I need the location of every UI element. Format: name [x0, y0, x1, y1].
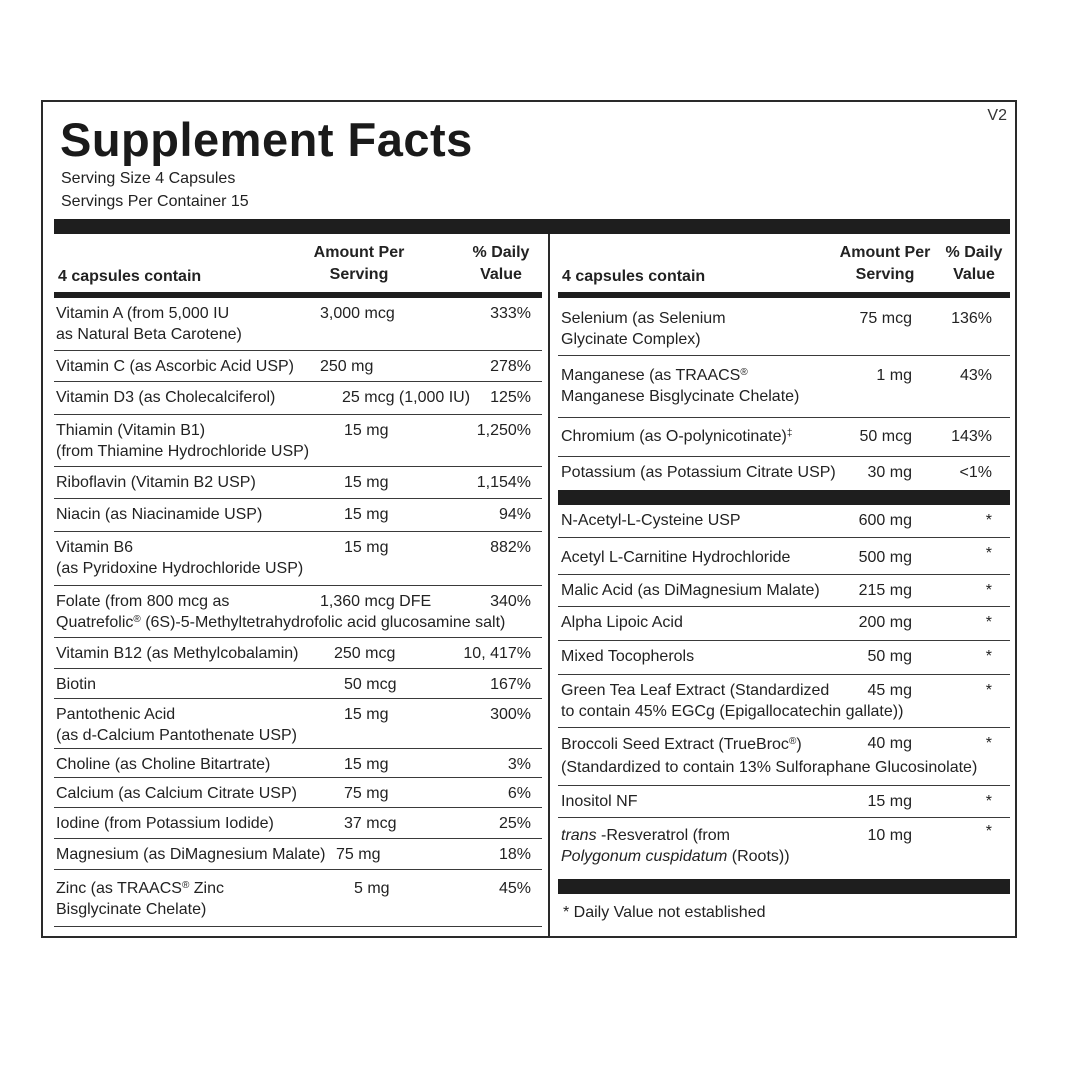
nutrient-name: Calcium (as Calcium Citrate USP)	[56, 785, 297, 802]
nutrient-daily-value: 25%	[498, 815, 531, 832]
nutrient-name: Biotin	[56, 676, 97, 693]
nutrient-row	[54, 749, 542, 778]
nutrient-row	[558, 641, 1010, 675]
nutrient-daily-value: *	[985, 614, 992, 631]
nutrient-name: Chromium (as O-polynicotinate)‡	[561, 428, 793, 445]
right-nutrient-column	[558, 234, 1010, 922]
nutrient-name: Broccoli Seed Extract (TrueBroc®) (Standardized to contain 13% Sulforaphane Glucosinolate)	[561, 736, 978, 776]
nutrient-row	[54, 415, 542, 467]
nutrient-row	[54, 532, 542, 586]
nutrient-amount: 15 mg	[344, 539, 389, 556]
nutrient-row	[54, 808, 542, 839]
nutrient-daily-value: *	[985, 545, 992, 562]
nutrient-daily-value: 278%	[490, 358, 531, 375]
header-contain: 4 capsules contain	[562, 268, 706, 285]
nutrient-amount: 30 mg	[867, 464, 912, 481]
nutrient-row	[558, 298, 1010, 356]
nutrient-amount: 75 mg	[344, 785, 389, 802]
nutrient-row	[54, 298, 542, 351]
nutrient-daily-value: 1,250%	[476, 422, 531, 439]
nutrient-daily-value: 136%	[951, 310, 992, 327]
header-daily-value	[942, 242, 1006, 286]
nutrient-row	[558, 786, 1010, 818]
nutrient-name: Vitamin B6 (as Pyridoxine Hydrochloride USP)	[56, 539, 304, 577]
nutrient-amount: 15 mg	[344, 474, 389, 491]
nutrient-name: Magnesium (as DiMagnesium Malate)	[56, 846, 326, 863]
nutrient-amount: 50 mg	[867, 648, 912, 665]
footer-divider-bar	[558, 879, 1010, 894]
nutrient-name: Iodine (from Potassium Iodide)	[56, 815, 274, 832]
serving-size: Serving Size 4 Capsules	[61, 170, 236, 187]
nutrient-daily-value: 167%	[490, 676, 531, 693]
nutrient-amount: 15 mg	[344, 506, 389, 523]
nutrient-amount: 40 mg	[867, 735, 912, 752]
nutrient-amount: 15 mg	[867, 793, 912, 810]
header-divider-bar	[54, 219, 1010, 234]
nutrient-amount: 50 mcg	[344, 676, 397, 693]
nutrient-daily-value: 340%	[490, 593, 531, 610]
column-divider	[548, 234, 550, 938]
nutrient-daily-value: <1%	[959, 464, 992, 481]
nutrient-name: Vitamin D3 (as Cholecalciferol)	[56, 389, 276, 406]
nutrient-name: trans -Resveratrol (from Polygonum cuspidatum (Roots))	[561, 827, 790, 865]
nutrient-name: Mixed Tocopherols	[561, 648, 695, 665]
nutrient-daily-value: 43%	[959, 367, 992, 384]
nutrient-name: Inositol NF	[561, 793, 638, 810]
header-dv-line1: % Daily	[472, 244, 530, 261]
nutrient-daily-value: *	[985, 735, 992, 752]
header-daily-value	[466, 242, 536, 286]
nutrient-name: Niacin (as Niacinamide USP)	[56, 506, 263, 523]
header-amount-line1: Amount Per	[313, 244, 405, 261]
nutrient-daily-value: 10, 417%	[463, 645, 531, 662]
column-header	[558, 234, 1010, 292]
nutrient-daily-value: 1,154%	[476, 474, 531, 491]
nutrient-amount: 250 mcg	[334, 645, 396, 662]
nutrient-amount: 15 mg	[344, 756, 389, 773]
column-header	[54, 234, 542, 292]
nutrient-daily-value: 3%	[507, 756, 531, 773]
nutrient-row	[558, 538, 1010, 575]
nutrient-daily-value: 125%	[490, 389, 531, 406]
supplement-facts-panel	[41, 100, 1017, 938]
nutrient-row	[558, 356, 1010, 418]
nutrient-name: Riboflavin (Vitamin B2 USP)	[56, 474, 256, 491]
nutrient-row	[558, 418, 1010, 457]
header-amount	[834, 242, 936, 286]
nutrient-row	[558, 457, 1010, 490]
nutrient-row	[54, 467, 542, 499]
nutrient-name: Manganese (as TRAACS® Manganese Bisglycinate Chelate)	[561, 367, 800, 405]
header-amount-line2: Serving	[855, 266, 915, 283]
header-dv-line2: Value	[953, 266, 995, 283]
nutrient-amount: 75 mcg	[859, 310, 912, 327]
servings-per-container: Servings Per Container 15	[61, 193, 249, 210]
header-amount-line2: Serving	[329, 266, 389, 283]
nutrient-row	[558, 675, 1010, 728]
nutrient-amount: 250 mg	[320, 358, 374, 375]
nutrient-amount: 37 mcg	[344, 815, 397, 832]
nutrient-name: Thiamin (Vitamin B1) (from Thiamine Hydrochloride USP)	[56, 422, 310, 460]
nutrient-daily-value: 18%	[498, 846, 531, 863]
nutrient-name: Choline (as Choline Bitartrate)	[56, 756, 271, 773]
nutrient-amount: 215 mg	[858, 582, 912, 599]
nutrient-row	[54, 778, 542, 808]
daily-value-footnote: * Daily Value not established	[563, 904, 766, 921]
nutrient-daily-value: *	[985, 582, 992, 599]
nutrient-row	[54, 669, 542, 699]
nutrient-daily-value: *	[985, 648, 992, 665]
header-contain: 4 capsules contain	[58, 268, 202, 285]
nutrient-row	[558, 575, 1010, 607]
section-divider-bar	[558, 490, 1010, 505]
nutrient-row	[54, 351, 542, 382]
nutrient-amount: 75 mg	[336, 846, 381, 863]
nutrient-name: Vitamin B12 (as Methylcobalamin)	[56, 645, 299, 662]
nutrient-amount: 25 mcg (1,000 IU)	[342, 389, 471, 406]
nutrient-name: N-Acetyl-L-Cysteine USP	[561, 512, 741, 529]
nutrient-amount: 15 mg	[344, 422, 389, 439]
nutrient-name: Malic Acid (as DiMagnesium Malate)	[561, 582, 820, 599]
nutrient-row	[54, 699, 542, 749]
nutrient-row	[558, 818, 1010, 879]
nutrient-row	[54, 638, 542, 669]
nutrient-row	[54, 586, 542, 638]
nutrient-name: Vitamin A (from 5,000 IU as Natural Beta Carotene)	[56, 305, 242, 343]
nutrient-daily-value: *	[985, 793, 992, 810]
nutrient-daily-value: *	[985, 682, 992, 699]
nutrient-amount: 10 mg	[867, 827, 912, 844]
nutrient-daily-value: 143%	[951, 428, 992, 445]
nutrient-name: Pantothenic Acid (as d-Calcium Pantothenate USP)	[56, 706, 297, 744]
nutrient-row	[558, 728, 1010, 786]
nutrient-amount: 500 mg	[858, 549, 912, 566]
header-amount-line1: Amount Per	[839, 244, 931, 261]
nutrient-daily-value: 94%	[498, 506, 531, 523]
nutrient-name: Zinc (as TRAACS® Zinc Bisglycinate Chelate)	[56, 880, 224, 918]
header-dv-line1: % Daily	[945, 244, 1003, 261]
nutrient-daily-value: *	[985, 512, 992, 529]
nutrient-name: Vitamin C (as Ascorbic Acid USP)	[56, 358, 295, 375]
header-dv-line2: Value	[480, 266, 522, 283]
version-label: V2	[987, 107, 1007, 124]
left-nutrient-column	[54, 234, 542, 927]
nutrient-row	[558, 607, 1010, 641]
nutrient-amount: 1 mg	[876, 367, 912, 384]
nutrient-row	[558, 505, 1010, 538]
page-title: Supplement Facts	[60, 113, 473, 166]
nutrient-row	[54, 382, 542, 415]
nutrient-amount: 50 mcg	[859, 428, 912, 445]
nutrient-daily-value: 6%	[507, 785, 531, 802]
nutrient-name: Potassium (as Potassium Citrate USP)	[561, 464, 836, 481]
nutrient-amount: 45 mg	[867, 682, 912, 699]
nutrient-row	[54, 499, 542, 532]
nutrient-amount: 5 mg	[354, 880, 390, 897]
nutrient-amount: 3,000 mcg	[320, 305, 395, 322]
nutrient-amount: 1,360 mcg DFE	[320, 593, 432, 610]
nutrient-daily-value: 300%	[490, 706, 531, 723]
nutrient-amount: 600 mg	[858, 512, 912, 529]
header-amount	[306, 242, 412, 286]
nutrient-daily-value: 333%	[490, 305, 531, 322]
nutrient-row	[54, 870, 542, 927]
nutrient-name: Alpha Lipoic Acid	[561, 614, 683, 631]
nutrient-amount: 200 mg	[858, 614, 912, 631]
nutrient-daily-value: 45%	[498, 880, 531, 897]
nutrient-amount: 15 mg	[344, 706, 389, 723]
nutrient-row	[54, 839, 542, 870]
nutrient-daily-value: *	[985, 823, 992, 840]
nutrient-name: Green Tea Leaf Extract (Standardized to contain 45% EGCg (Epigallocatechin gallate))	[561, 682, 904, 720]
nutrient-name: Acetyl L-Carnitine Hydrochloride	[561, 549, 791, 566]
nutrient-name: Selenium (as Selenium Glycinate Complex)	[561, 310, 726, 348]
nutrient-daily-value: 882%	[490, 539, 531, 556]
nutrient-name: Folate (from 800 mcg as Quatrefolic® (6S)-5-Methyltetrahydrofolic acid glucosamine salt)	[56, 593, 506, 631]
